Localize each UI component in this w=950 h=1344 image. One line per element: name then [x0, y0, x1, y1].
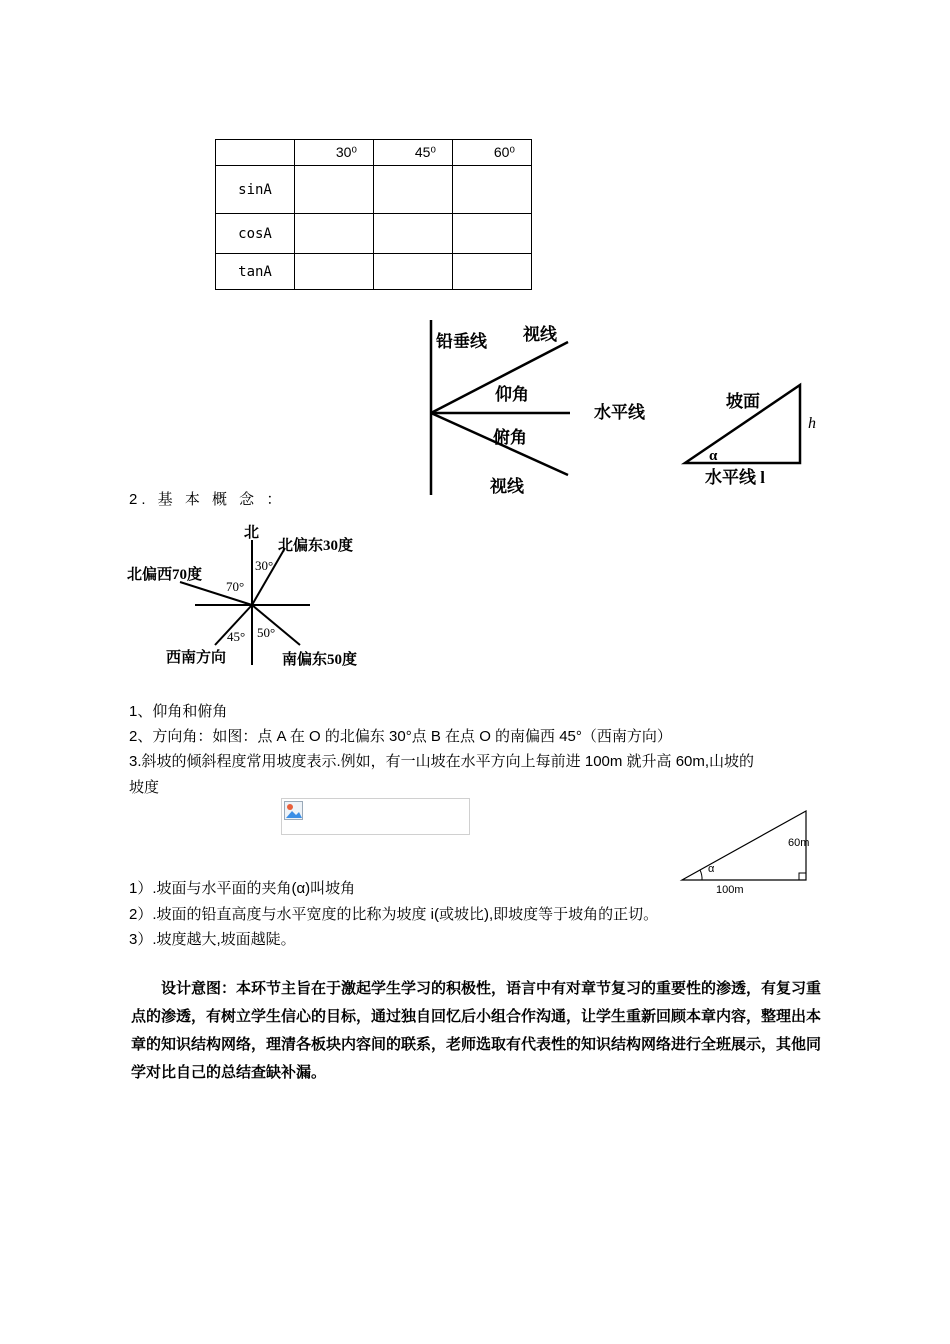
- angle-70-label: 70°: [226, 579, 245, 594]
- table-cell: [374, 254, 453, 290]
- nw70-label: 北偏西70度: [127, 567, 203, 583]
- sub-item-3: 3）.坡度越大,坡面越陡。: [129, 931, 296, 948]
- height-60m-label: 60m: [788, 837, 810, 849]
- table-cell: [374, 214, 453, 254]
- slope-face-label: 坡面: [726, 392, 760, 411]
- slope-diagram: [680, 380, 830, 490]
- item-2: 2、方向角：如图：点 A 在 O 的北偏东 30°点 B 在点 O 的南偏西 45°（西南方向）: [129, 728, 672, 745]
- sub-item-1: 1）.坡面与水平面的夹角(α)叫坡角: [129, 880, 356, 897]
- table-cell: [295, 254, 374, 290]
- plumb-line-label: 铅垂线: [436, 332, 487, 351]
- section-heading: 2. 基 本 概 念 ：: [129, 491, 286, 508]
- trig-table: [215, 139, 532, 290]
- table-row: [216, 254, 532, 290]
- sub-item-2: 2）.坡面的铅直高度与水平宽度的比称为坡度 i(或坡比),即坡度等于坡角的正切。: [129, 906, 659, 923]
- design-intent-paragraph: 设计意图：本环节主旨在于激起学生学习的积极性，语言中有对章节复习的重要性的渗透，有复习重点的渗透，有树立学生信心的目标，通过独自回忆后小组合作沟通，让学生重新回顾本章内容，整理出本章的知识结构网络，理清各板块内容间的联系，老师选取有代表性的知识结构网络进行全班展示，其他同学对比自己的总结查缺补漏。: [131, 979, 822, 1081]
- horizontal-label: 水平线: [594, 403, 645, 422]
- table-cell: [295, 166, 374, 214]
- slope-example-diagram: [678, 806, 828, 898]
- item-1: 1、仰角和俯角: [129, 703, 228, 720]
- broken-image-placeholder: [281, 798, 470, 835]
- angle-50-label: 50°: [257, 625, 276, 640]
- table-cell: [295, 214, 374, 254]
- sight-line-top-label: 视线: [523, 325, 557, 344]
- depression-label: 俯角: [493, 428, 527, 447]
- table-cell: [374, 166, 453, 214]
- table-row: [216, 166, 532, 214]
- north-label: 北: [244, 525, 260, 541]
- sw-label: 西南方向: [166, 650, 227, 666]
- sight-line-bottom-label: 视线: [490, 477, 524, 496]
- item-3-line-1: 3.斜坡的倾斜程度常用坡度表示.例如，有一山坡在水平方向上每前进 100m 就升高 60m,山坡的: [129, 753, 755, 770]
- table-header-cell: 30⁰: [295, 140, 374, 166]
- base-100m-label: 100m: [716, 884, 744, 896]
- angle-45-label: 45°: [227, 629, 246, 644]
- table-cell: [453, 214, 532, 254]
- direction-diagram: [120, 520, 380, 675]
- table-row: [216, 214, 532, 254]
- table-header-cell: 45⁰: [374, 140, 453, 166]
- row-label-tan: tanA: [216, 254, 295, 290]
- row-label-sin: sinA: [216, 166, 295, 214]
- row-label-cos: cosA: [216, 214, 295, 254]
- table-header-cell: [216, 140, 295, 166]
- broken-image-icon: [284, 801, 304, 821]
- table-header-cell: 60⁰: [453, 140, 532, 166]
- height-label: h: [808, 415, 816, 432]
- alpha-label: α: [709, 448, 718, 464]
- se50-label: 南偏东50度: [282, 652, 358, 668]
- ne30-label: 北偏东30度: [278, 538, 354, 554]
- elevation-depression-diagram: [420, 315, 680, 500]
- angle-30-label: 30°: [255, 558, 274, 573]
- table-cell: [453, 254, 532, 290]
- item-3-line-2: 坡度: [129, 779, 160, 796]
- elevation-label: 仰角: [495, 385, 529, 404]
- base-label: 水平线 l: [705, 468, 765, 487]
- table-cell: [453, 166, 532, 214]
- alpha-small-label: α: [708, 863, 715, 875]
